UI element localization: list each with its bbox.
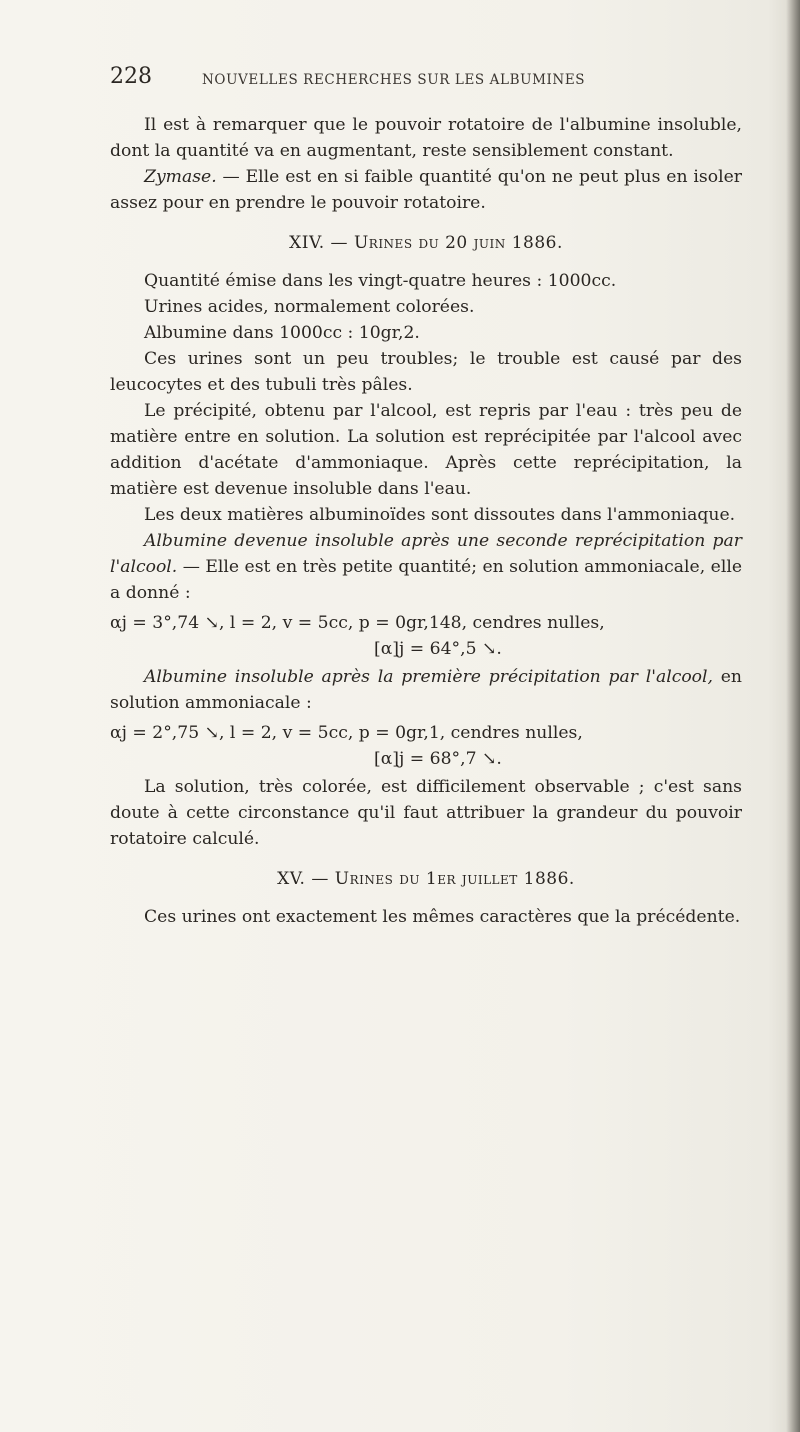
page-header <box>110 64 710 98</box>
paragraph-acid-urines: Urines acides, normalement colorées. <box>144 297 475 317</box>
formula-1-line-2: [α]j = 64°,5 ↘. <box>374 639 502 659</box>
second-reprecipitation-text: — Elle est en très petite quantité; en solution ammoniacale, elle a donné : <box>110 557 742 603</box>
section-heading-xiv: XIV. — Urines du 20 juin 1886. <box>289 233 563 253</box>
running-head: NOUVELLES RECHERCHES SUR LES ALBUMINES <box>202 72 586 88</box>
page-binding-edge <box>786 0 800 1432</box>
first-precipitation-text: en solution ammoniacale : <box>110 667 742 713</box>
paragraph-colored-solution: La solution, très colorée, est difficilement observable ; c'est sans doute à cette circonstance qu'il faut attribuer la grandeur du pouvoir rotatoire calculé. <box>110 777 742 849</box>
paragraph-quantity: Quantité émise dans les vingt-quatre heures : 1000cc. <box>144 271 617 291</box>
paragraph-albumine-amount: Albumine dans 1000cc : 10gr,2. <box>144 323 420 343</box>
paragraph-rotatory-power: Il est à remarquer que le pouvoir rotatoire de l'albumine insoluble, dont la quantité va en augmentant, reste sensiblement constant. <box>110 115 742 161</box>
section-heading-xv: XV. — Urines du 1er juillet 1886. <box>277 869 575 889</box>
formula-2-line-2: [α]j = 68°,7 ↘. <box>374 749 502 769</box>
formula-1-line-1: αj = 3°,74 ↘, l = 2, v = 5cc, p = 0gr,148, cendres nulles, <box>110 613 605 633</box>
paragraph-troubles: Ces urines sont un peu troubles; le trouble est causé par des leucocytes et des tubuli très pâles. <box>110 349 742 395</box>
formula-2-line-1: αj = 2°,75 ↘, l = 2, v = 5cc, p = 0gr,1, cendres nulles, <box>110 723 583 743</box>
page-number: 228 <box>110 64 152 89</box>
paragraph-first-precipitation <box>110 664 742 716</box>
paragraph-same-characters: Ces urines ont exactement les mêmes caractères que la précédente. <box>144 907 741 927</box>
page-body <box>110 112 742 930</box>
zymase-label: Zymase. <box>144 167 217 187</box>
paragraph-second-reprecipitation <box>110 528 742 606</box>
zymase-text: — Elle est en si faible quantité qu'on ne peut plus en isoler assez pour en prendre le pouvoir rotatoire. <box>110 167 742 213</box>
first-precipitation-label: Albumine insoluble après la première précipitation par l'alcool, <box>144 667 713 687</box>
paragraph-precipitate: Le précipité, obtenu par l'alcool, est repris par l'eau : très peu de matière entre en solution. La solution est reprécipitée par l'alcool avec addition d'acétate d'ammoniaque. Après cette reprécipitation, la matière est devenue insoluble dans l'eau. <box>110 401 742 499</box>
paragraph-ammoniaque: Les deux matières albuminoïdes sont dissoutes dans l'ammoniaque. <box>144 505 736 525</box>
paragraph-zymase <box>110 164 742 216</box>
second-reprecipitation-label: Albumine devenue insoluble après une seconde reprécipitation par l'alcool. <box>110 531 742 577</box>
